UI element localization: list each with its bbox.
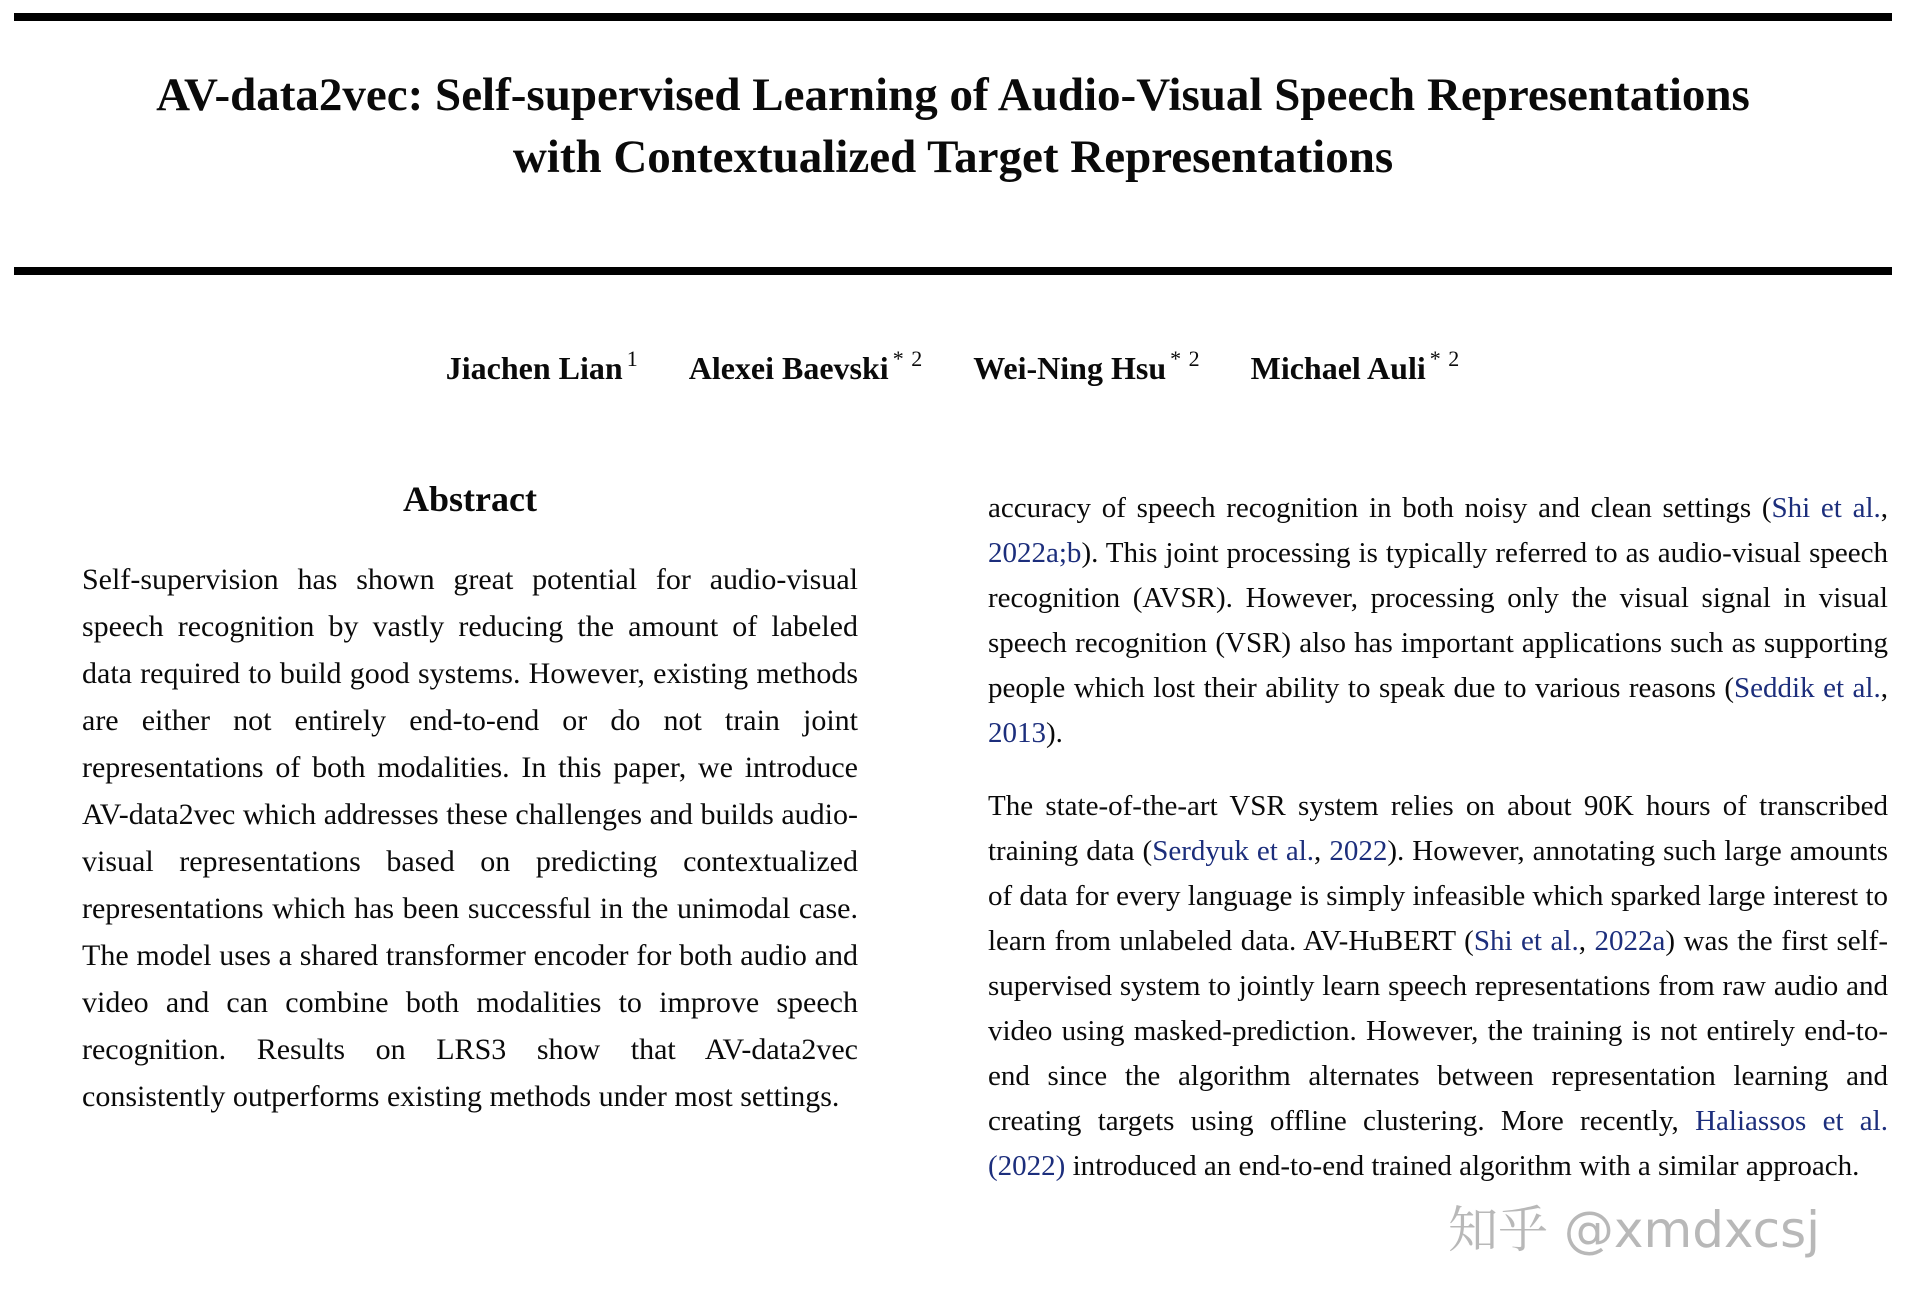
citation-link[interactable]: 2013 bbox=[988, 717, 1046, 749]
author-3-affiliation-superscript: * 2 bbox=[1170, 346, 1201, 371]
title-bottom-rule bbox=[14, 267, 1892, 275]
citation-link[interactable]: 2022a bbox=[1594, 925, 1666, 957]
right-column bbox=[988, 486, 1888, 1189]
paper-title-line-2: with Contextualized Target Representations bbox=[512, 131, 1394, 183]
abstract-text: Self-supervision has shown great potential for audio-visual speech recognition by vastly reducing the amount of labeled data required to build good systems. However, existing methods are either not entirely end-to-end or do not train joint representations of both modalities. In this paper, we introduce AV-data2vec which addresses these challenges and builds audio-visual representations based on predicting contextualized representations which has been successful in the unimodal case. The model uses a shared transformer encoder for both audio and video and can combine both modalities to improve speech recognition. Results on LRS3 show that AV-data2vec consistently outperforms existing methods under most settings. bbox=[82, 563, 858, 1113]
citation-link[interactable]: 2022 bbox=[1329, 835, 1388, 867]
author-4-affiliation-superscript: * 2 bbox=[1429, 346, 1461, 371]
text-segment: ). bbox=[1046, 717, 1063, 749]
abstract-heading: Abstract bbox=[403, 479, 537, 519]
author-2-name: Alexei Baevski bbox=[688, 350, 889, 386]
author-3-name: Wei-Ning Hsu bbox=[973, 350, 1167, 386]
author-2 bbox=[688, 346, 924, 387]
citation-link[interactable]: Seddik et al. bbox=[1734, 672, 1881, 704]
text-segment: accuracy of speech recognition in both noisy and clean settings ( bbox=[988, 492, 1772, 524]
text-segment: , bbox=[1314, 835, 1330, 867]
author-2-affiliation-superscript: * 2 bbox=[892, 346, 924, 371]
author-4-name: Michael Auli bbox=[1250, 350, 1426, 386]
citation-link[interactable]: Shi et al. bbox=[1771, 492, 1881, 524]
citation-link[interactable]: Serdyuk et al. bbox=[1152, 835, 1315, 867]
paper-title-line-1: AV-data2vec: Self-supervised Learning of Audio-Visual Speech Representations bbox=[156, 69, 1750, 121]
intro-paragraph-2 bbox=[988, 784, 1888, 1189]
author-1-name: Jiachen Lian bbox=[445, 350, 623, 386]
text-segment: , bbox=[1880, 492, 1888, 524]
text-segment: ) was the first self-supervised system to jointly learn speech representations from raw audio and video using masked-prediction. However, the training is not entirely end-to-end since the algorithm alternates between representation learning and creating targets using offline clustering. More recently, bbox=[988, 925, 1888, 1137]
author-1-affiliation-superscript: 1 bbox=[626, 346, 639, 371]
author-3 bbox=[973, 346, 1201, 387]
paper-title bbox=[0, 64, 1906, 188]
text-segment: introduced an end-to-end trained algorithm with a similar approach. bbox=[1065, 1150, 1860, 1182]
author-line bbox=[0, 346, 1906, 387]
watermark: 知乎 @xmdxcsj bbox=[1448, 1201, 1821, 1259]
text-segment: , bbox=[1578, 925, 1595, 957]
citation-link[interactable]: Haliassos et al. (2022) bbox=[988, 1105, 1888, 1182]
left-column bbox=[82, 478, 858, 1120]
author-1 bbox=[445, 346, 639, 387]
text-segment: ). However, annotating such large amounts of data for every language is simply infeasible which sparked large interest to learn from unlabeled data. AV-HuBERT ( bbox=[988, 835, 1889, 957]
text-segment: ). This joint processing is typically referred to as audio-visual speech recognition (AVSR). However, processing only the visual signal in visual speech recognition (VSR) also has important applications such as supporting people which lost their ability to speak due to various reasons ( bbox=[988, 537, 1888, 704]
citation-link[interactable]: 2022a;b bbox=[988, 537, 1082, 569]
text-segment: The state-of-the-art VSR system relies on about 90K hours of transcribed training data ( bbox=[988, 790, 1888, 867]
top-rule bbox=[14, 13, 1892, 21]
intro-paragraph-1 bbox=[988, 486, 1888, 756]
author-4 bbox=[1250, 346, 1461, 387]
citation-link[interactable]: Shi et al. bbox=[1473, 925, 1579, 957]
text-segment: , bbox=[1880, 672, 1888, 704]
